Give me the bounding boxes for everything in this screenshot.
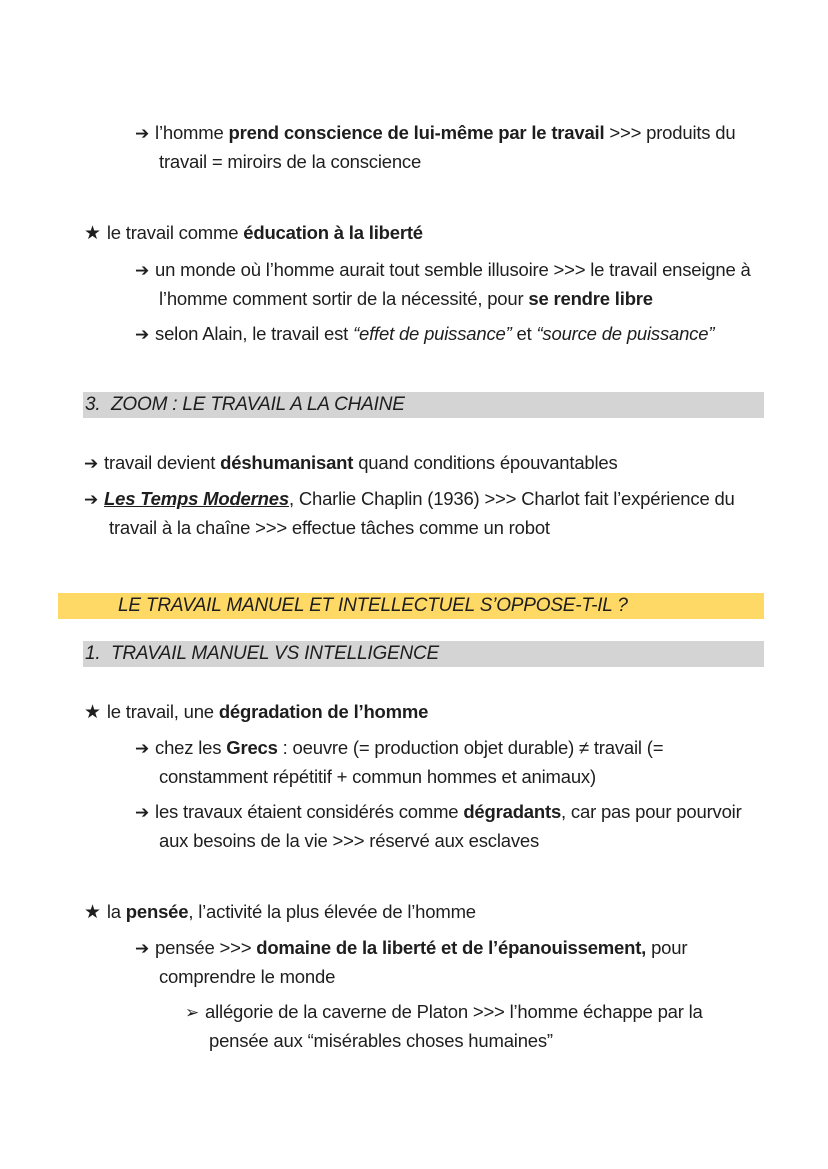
- bold-text: éducation à la liberté: [243, 222, 423, 243]
- bullet-continuation: [159, 288, 653, 310]
- bullet-line: [135, 122, 735, 145]
- bullet-line: [84, 452, 618, 475]
- star-heading: [84, 222, 423, 245]
- quote: “effet de puissance”: [353, 323, 512, 344]
- text: quand conditions épouvantables: [353, 452, 618, 473]
- star-icon: ★: [84, 702, 101, 723]
- heading-number: 1.: [85, 643, 101, 664]
- text: : oeuvre (= production objet durable) ≠ travail (=: [277, 737, 664, 758]
- bullet-line: [135, 737, 663, 760]
- bold-text: pensée: [125, 901, 189, 922]
- arrow-icon: ➔: [135, 939, 150, 958]
- bullet-continuation: travail = miroirs de la conscience: [159, 151, 422, 172]
- bold-text: dégradation de l’homme: [218, 701, 429, 722]
- bullet-line: [84, 488, 735, 511]
- bullet-line: [135, 323, 714, 346]
- text: la: [106, 901, 126, 922]
- text: l’homme: [155, 122, 229, 143]
- sub-bullet-continuation: pensée aux “misérables choses humaines”: [209, 1030, 553, 1051]
- heading-text: ZOOM : LE TRAVAIL A LA CHAINE: [111, 394, 405, 415]
- film-title: Les Temps Modernes: [104, 488, 289, 509]
- text: les travaux étaient considérés comme: [155, 801, 464, 822]
- triangle-icon: ➢: [185, 1003, 200, 1022]
- arrow-icon: ➔: [135, 803, 150, 822]
- bullet-continuation: constamment répétitif + commun hommes et animaux): [159, 766, 596, 787]
- bullet-line: [135, 259, 751, 282]
- text: et: [511, 323, 537, 344]
- arrow-icon: ➔: [84, 490, 99, 509]
- text: allégorie de la caverne de Platon >>> l’homme échappe par la: [205, 1001, 703, 1022]
- bold-text: Grecs: [226, 737, 278, 758]
- bullet-continuation: comprendre le monde: [159, 966, 336, 987]
- bold-text: dégradants: [463, 801, 562, 822]
- quote: “source de puissance”: [536, 323, 715, 344]
- text: le travail, une: [106, 701, 219, 722]
- star-icon: ★: [84, 223, 101, 244]
- heading-number: 3.: [85, 394, 101, 415]
- text: >>> produits du: [604, 122, 736, 143]
- text: selon Alain, le travail est: [155, 323, 354, 344]
- text: le travail comme: [106, 222, 244, 243]
- star-heading: [84, 901, 476, 924]
- arrow-icon: ➔: [135, 261, 150, 280]
- bold-text: se rendre libre: [528, 288, 653, 309]
- bullet-continuation: aux besoins de la vie >>> réservé aux esclaves: [159, 830, 540, 851]
- text: , car pas pour pourvoir: [561, 801, 742, 822]
- text: chez les: [155, 737, 227, 758]
- heading-text: TRAVAIL MANUEL VS INTELLIGENCE: [111, 643, 440, 664]
- text: pensée >>>: [155, 937, 257, 958]
- bullet-continuation: travail à la chaîne >>> effectue tâches comme un robot: [109, 517, 550, 538]
- bullet-line: [135, 801, 742, 824]
- bold-text: déshumanisant: [220, 452, 354, 473]
- sub-bullet-line: [185, 1001, 703, 1024]
- text: l’homme comment sortir de la nécessité, pour: [159, 288, 529, 309]
- arrow-icon: ➔: [135, 325, 150, 344]
- star-heading: [84, 701, 428, 724]
- text: pour: [646, 937, 688, 958]
- text: un monde où l’homme aurait tout semble illusoire >>> le travail enseigne à: [155, 259, 751, 280]
- chapter-heading: [58, 593, 764, 619]
- bold-text: prend conscience de lui-même par le travail: [228, 122, 605, 143]
- bold-text: domaine de la liberté et de l’épanouissement,: [256, 937, 647, 958]
- arrow-icon: ➔: [135, 124, 150, 143]
- heading-text: LE TRAVAIL MANUEL ET INTELLECTUEL S’OPPOSE-T-IL ?: [118, 595, 628, 616]
- arrow-icon: ➔: [135, 739, 150, 758]
- text: , Charlie Chaplin (1936) >>> Charlot fait l’expérience du: [288, 488, 735, 509]
- section-heading: [83, 641, 764, 667]
- text: travail devient: [104, 452, 221, 473]
- section-heading: [83, 392, 764, 418]
- star-icon: ★: [84, 902, 101, 923]
- arrow-icon: ➔: [84, 454, 99, 473]
- text: , l’activité la plus élevée de l’homme: [188, 901, 476, 922]
- bullet-line: [135, 937, 687, 960]
